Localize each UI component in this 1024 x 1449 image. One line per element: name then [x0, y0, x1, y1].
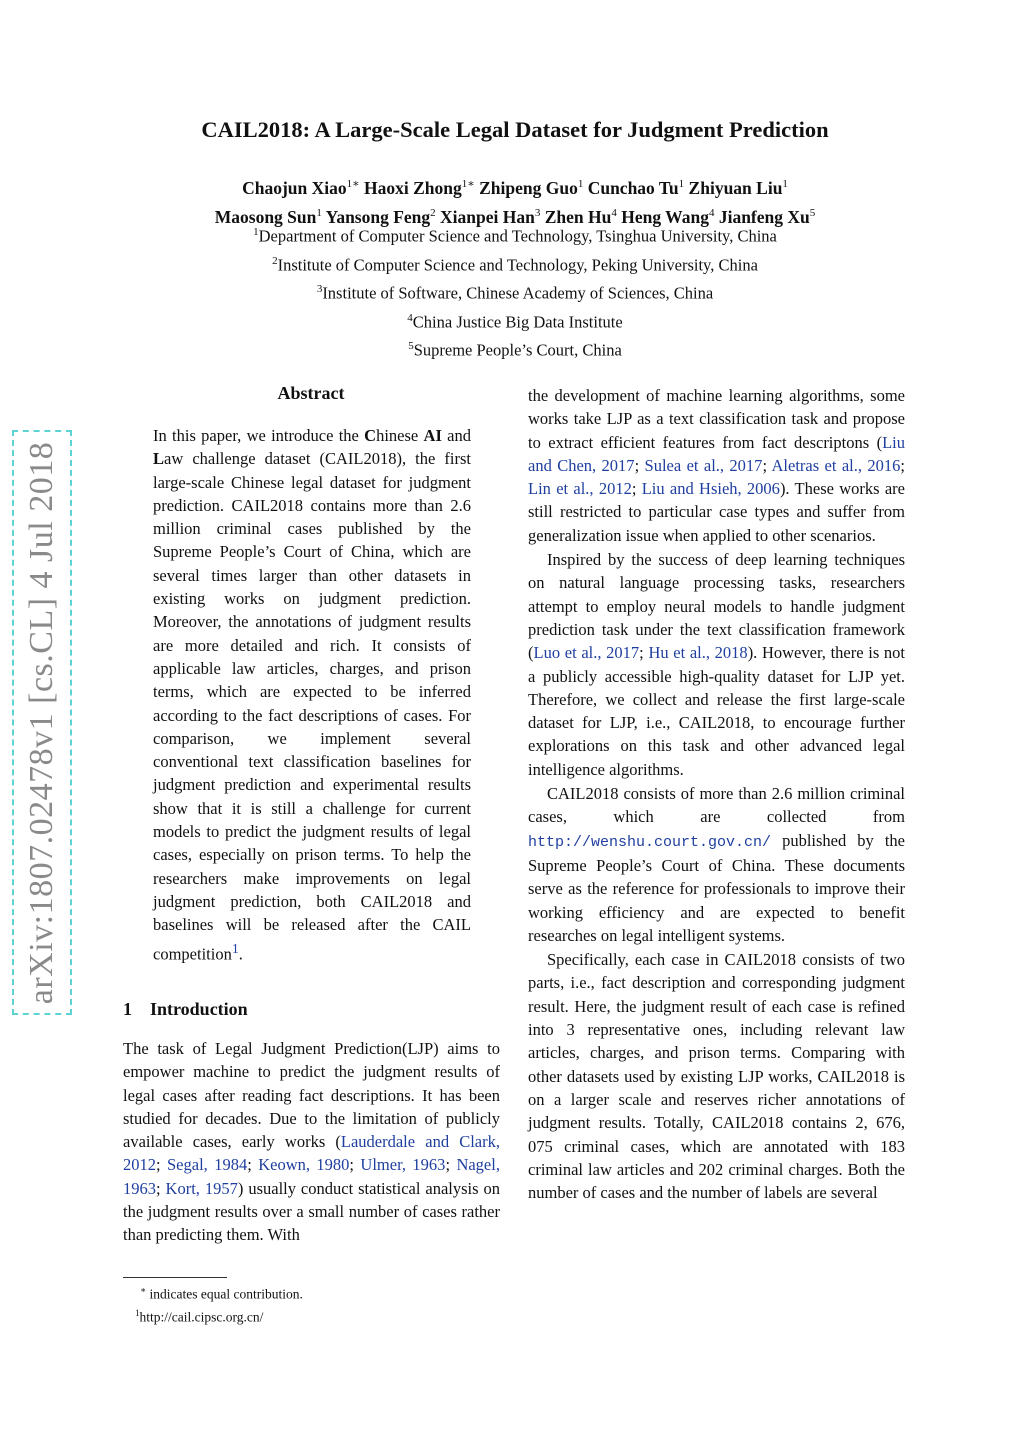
section-number: 1	[123, 999, 132, 1019]
author: Heng Wang$^4$	[621, 206, 715, 227]
affiliation: $^5$Supreme People’s Court, China	[408, 340, 622, 360]
author: Chaojun Xiao$^{1∗}$	[242, 177, 360, 198]
footnote: $^1$http://cail.cipsc.org.cn/	[135, 1307, 264, 1324]
right-column	[528, 384, 905, 1204]
footnote-rule	[123, 1277, 227, 1278]
author: Yansong Feng$^2$	[325, 206, 436, 227]
affiliation: $^3$Institute of Software, Chinese Academy of Sciences, China	[316, 283, 714, 303]
citation-link[interactable]: Luo et al., 2017	[533, 643, 640, 663]
author: Jianfeng Xu$^5$	[718, 206, 816, 227]
citation-link[interactable]: Liu and Hsieh, 2006	[641, 479, 780, 499]
affiliation: $^4$China Justice Big Data Institute	[407, 311, 623, 331]
citation-link[interactable]: Nagel, 1963	[123, 1155, 500, 1198]
footnotes	[135, 1281, 303, 1326]
author: Zhen Hu$^4$	[544, 206, 617, 227]
author-line-1	[120, 172, 910, 201]
url-link[interactable]: http://wenshu.court.gov.cn/	[528, 833, 772, 851]
intro-paragraph: Inspired by the success of deep learning techniques on natural language processing tasks, researchers attempt to employ neural models to handle judgment prediction task under the text classification framework (Luo et al., 2017; Hu et al., 2018). However, there is not a publicly accessible high-quality dataset for LJP yet. Therefore, we collect and release the first large-scale dataset for LJP, i.e., CAIL2018, to encourage further explorations on this task and other advanced legal intelligence algorithms.	[528, 550, 905, 779]
citation-link[interactable]: Sulea et al., 2017	[644, 455, 763, 475]
author: Xianpei Han$^3$	[440, 206, 541, 227]
section-heading-introduction	[123, 999, 248, 1020]
footnote: ∗ indicates equal contribution.	[140, 1285, 303, 1302]
intro-paragraph: Specifically, each case in CAIL2018 consists of two parts, i.e., fact description and corresponding judgment result. Here, the judgment result of each case is refined into 3 representative ones, including relevant law articles, charges, and prison terms. Comparing with other datasets used by existing LJP works, CAIL2018 is on a larger scale and reserves richer annotations of judgment results. Totally, CAIL2018 contains 2, 676, 075 criminal cases, which are annotated with 183 criminal law articles and 202 criminal charges. Both the number of cases and the number of labels are several	[528, 950, 905, 1203]
footnote-link[interactable]: 1	[231, 940, 239, 956]
intro-paragraph-left: The task of Legal Judgment Prediction(LJP) aims to empower machine to predict the judgment results of legal cases after reading fact descriptions. It has been studied for decades. Due to the limitation of publicly available cases, early works (Lauderdale and Clark, 2012; Segal, 1984; Keown, 1980; Ulmer, 1963; Nagel, 1963; Kort, 1957) usually conduct statistical analysis on the judgment results over a small number of cases rather than predicting them. With	[123, 1039, 500, 1245]
arxiv-side-stamp	[12, 430, 72, 1015]
author: Maosong Sun$^1$	[214, 206, 322, 227]
intro-paragraph: CAIL2018 consists of more than 2.6 million criminal cases, which are collected from http://wenshu.court.gov.cn/ published by the Supreme People’s Court of China. These documents serve as the reference for professionals to improve their working efficiency and are expected to benefit researches on legal intelligent systems.	[528, 784, 905, 945]
intro-paragraph: the development of machine learning algorithms, some works take LJP as a text classification task and propose to extract efficient features from fact descriptons (Liu and Chen, 2017; Sulea et al., 2017; Aletras et al., 2016; Lin et al., 2012; Liu and Hsieh, 2006). These works are still restricted to particular case types and suffer from generalization issue when applied to other scenarios.	[528, 386, 905, 545]
author: Cunchao Tu$^1$	[587, 177, 685, 198]
section-title: Introduction	[150, 999, 248, 1019]
citation-link[interactable]: Lin et al., 2012	[528, 479, 632, 499]
citation-link[interactable]: Keown, 1980	[258, 1155, 350, 1175]
affiliation-list	[120, 220, 910, 363]
citation-link[interactable]: Kort, 1957	[165, 1178, 238, 1198]
author: Zhiyuan Liu$^1$	[688, 177, 788, 198]
citation-link[interactable]: Ulmer, 1963	[360, 1155, 446, 1175]
paper-title: CAIL2018: A Large-Scale Legal Dataset for Judgment Prediction	[201, 117, 829, 142]
affiliation: $^2$Institute of Computer Science and Technology, Peking University, China	[272, 254, 758, 274]
affiliation: $^1$Department of Computer Science and Technology, Tsinghua University, China	[253, 226, 777, 246]
citation-link[interactable]: Hu et al., 2018	[648, 643, 748, 663]
arxiv-identifier: arXiv:1807.02478v1 [cs.CL] 4 Jul 2018	[23, 441, 61, 1004]
abstract-heading: Abstract	[277, 383, 345, 403]
citation-link[interactable]: Lauderdale and Clark, 2012	[123, 1132, 500, 1175]
citation-link[interactable]: Liu and Chen, 2017	[528, 432, 905, 475]
abstract-text: In this paper, we introduce the Chinese AI and Law challenge dataset (CAIL2018), the first large-scale Chinese legal dataset for judgment prediction. CAIL2018 contains more than 2.6 million criminal cases published by the Supreme People’s Court of China, which are several times larger than other datasets in existing works on judgment prediction. Moreover, the annotations of judgment results are more detailed and rich. It consists of applicable law articles, charges, and prison terms, which are expected to be inferred according to the fact descriptions of cases. For comparison, we implement several conventional text classification baselines for judgment prediction and experimental results show that it is still a challenge for current models to predict the judgment results of legal cases, especially on prison terms. To help the researchers make improvements on legal judgment prediction, both CAIL2018 and baselines will be released after the CAIL competition$^1$.	[153, 426, 471, 964]
citation-link[interactable]: Aletras et al., 2016	[771, 455, 901, 475]
citation-link[interactable]: Segal, 1984	[167, 1155, 248, 1175]
author: Haoxi Zhong$^{1∗}$	[363, 177, 475, 198]
author: Zhipeng Guo$^1$	[479, 177, 584, 198]
